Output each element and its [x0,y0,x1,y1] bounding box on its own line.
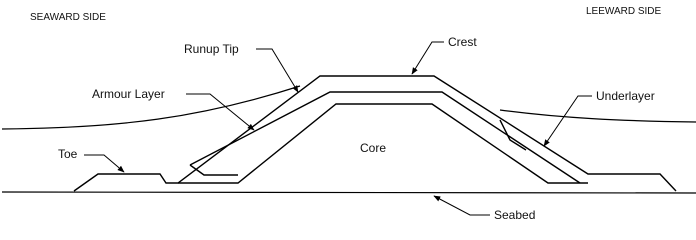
crest-leader [412,42,444,74]
armour-inner-outline [190,92,580,183]
underlayer-label: Underlayer [596,89,655,103]
leeward-side-label: LEEWARD SIDE [586,6,662,17]
seabed-leader [434,196,490,215]
runup-tip-leader [256,49,298,92]
seaward-side-label: SEAWARD SIDE [30,12,106,23]
toe-label: Toe [58,147,78,161]
toe-leader [84,155,124,172]
armour-layer-leader [186,94,254,130]
underlayer-leader [544,96,592,146]
water-surface-leeward [500,110,696,122]
seabed-label: Seabed [494,208,536,222]
seabed-line [2,192,696,193]
armour-inner-left-end [190,165,238,175]
armour-layer-label: Armour Layer [92,87,165,101]
runup-tip-label: Runup Tip [184,42,239,56]
core-label: Core [360,141,387,155]
crest-label: Crest [448,35,477,49]
